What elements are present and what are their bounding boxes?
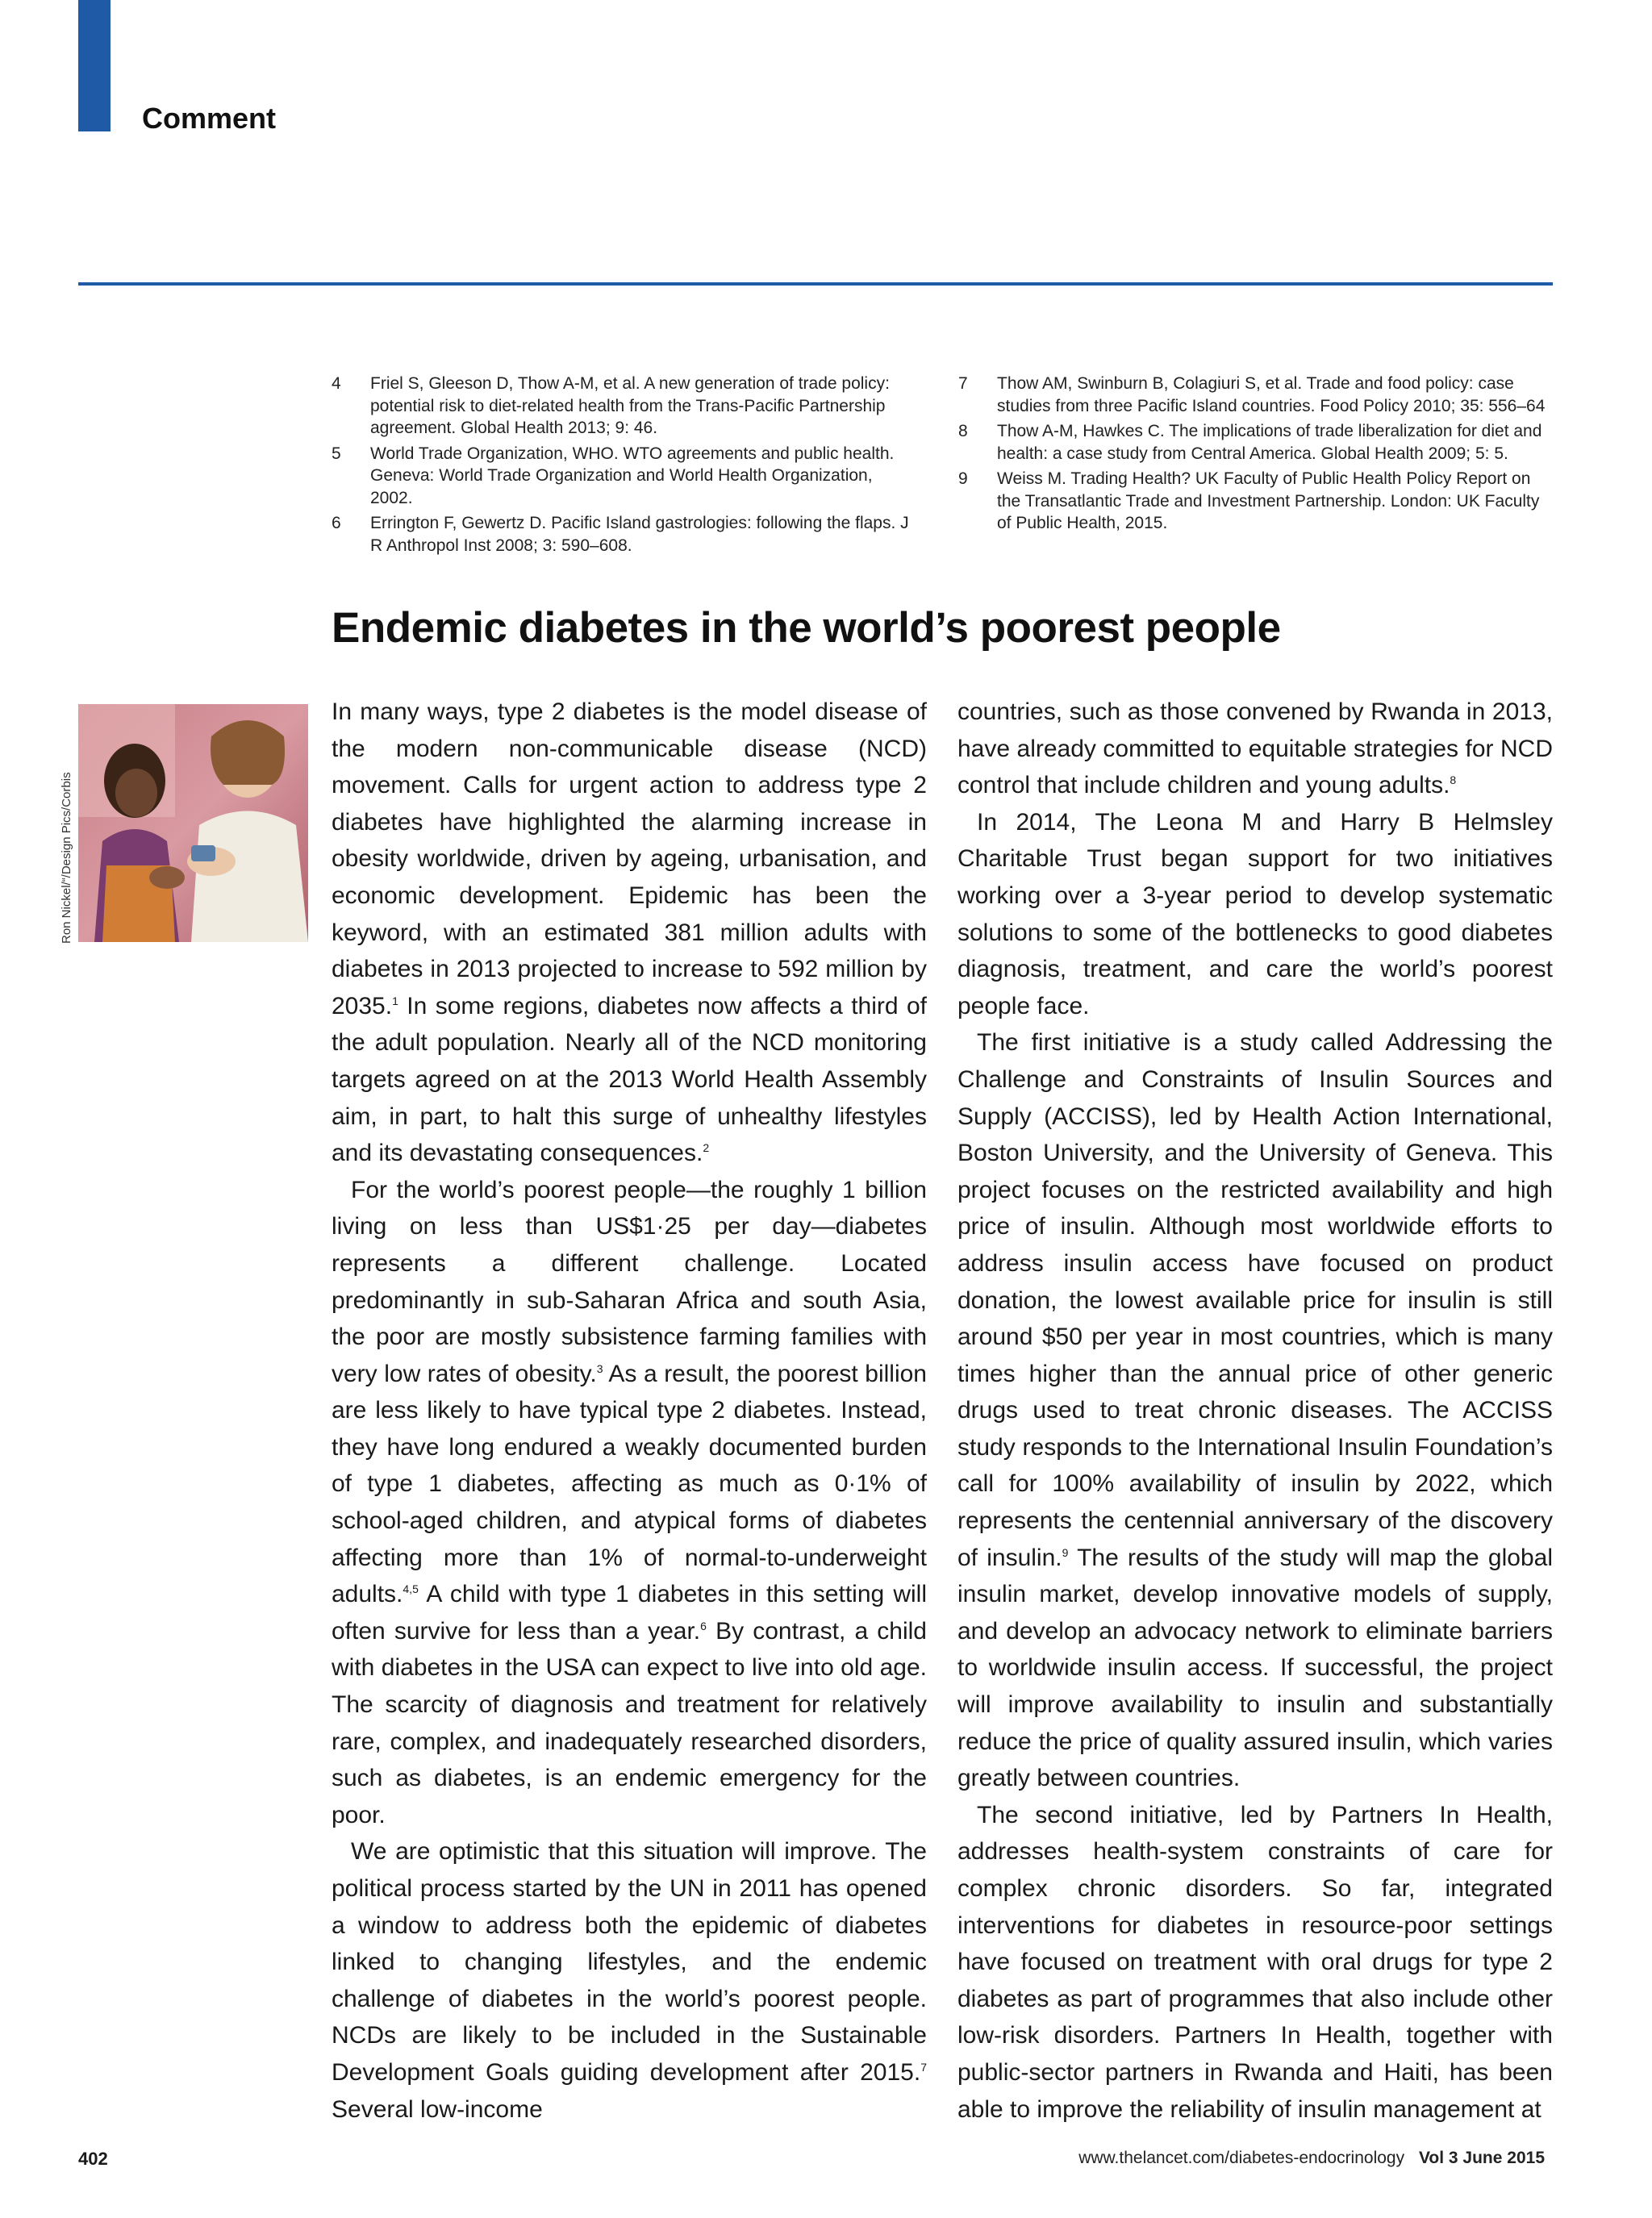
- reference-item: 8 Thow A-M, Hawkes C. The implications of trade liberalization for diet and health: a case study from Central America. Global Health 2009; 5: 5.: [958, 422, 1542, 463]
- citation-marker: 7: [920, 2060, 927, 2074]
- paragraph: [957, 1024, 1553, 1796]
- paragraph-text: As a result, the poorest billion are less likely to have typical type 2 diabetes. Instead, they have long endured a weakly documented burden of type 1 diabetes, affecting as much as 0·1% of school-aged children, and atypical forms of diabetes affecting more than 1% of normal-to-underweight adults.: [332, 1360, 927, 1608]
- paragraph-text: countries, such as those convened by Rwanda in 2013, have already committed to equitable strategies for NCD control that include children and young adults.: [957, 698, 1553, 799]
- citation-marker: 9: [1062, 1545, 1069, 1559]
- references-left: [332, 373, 914, 560]
- page-number: 402: [78, 2149, 108, 2169]
- paragraph-text: The results of the study will map the global insulin market, develop innovative models of supply, and develop an advocacy network to eliminate barriers to worldwide insulin access. If successful, the project will improve availability to insulin and substantially reduce the price of quality assured insulin, which varies greatly between countries.: [957, 1544, 1553, 1792]
- header-accent-bar: [78, 0, 111, 131]
- header-rule: [78, 282, 1553, 286]
- reference-item: 5 World Trade Organization, WHO. WTO agreements and public health. Geneva: World Trade Organization and World Health Organization, 2002.: [332, 444, 895, 507]
- reference-item: 9 Weiss M. Trading Health? UK Faculty of Public Health Policy Report on the Transatlantic Trade and Investment Partnership. London: UK Faculty of Public Health, 2015.: [958, 469, 1540, 532]
- reference-item: 7 Thow AM, Swinburn B, Colagiuri S, et al. Trade and food policy: case studies from three Pacific Island countries. Food Policy 2010; 35: 556–64: [958, 374, 1546, 415]
- issue-info: Vol 3 June 2015: [1418, 2149, 1545, 2167]
- reference-item: 4 Friel S, Gleeson D, Thow A-M, et al. A new generation of trade policy: potential risk to diet-related health from the Trans-Pacific Partnership agreement. Global Health 2013; 9: 46.: [332, 374, 890, 437]
- paragraph-text: We are optimistic that this situation will improve. The political process started by the UN in 2011 has opened a window to address both the epidemic of diabetes linked to changing lifestyles, and the endemic challenge of diabetes in the world’s poorest people. NCDs are likely to be included in the Sustainable Development Goals guiding development after 2015.: [332, 1838, 927, 2086]
- citation-marker: 6: [700, 1619, 707, 1632]
- paragraph-text: In some regions, diabetes now affects a third of the adult population. Nearly all of the NCD monitoring targets agreed on at the 2013 World Health Assembly aim, in part, to halt this surge of unhealthy lifestyles and its devastating consequences.: [332, 992, 927, 1167]
- paragraph-text: Several low-income: [332, 2095, 543, 2123]
- paragraph-text: In many ways, type 2 diabetes is the model disease of the modern non-communicable disease (NCD) movement. Calls for urgent action to address type 2 diabetes have highlighted the alarming increase in obesity worldwide, driven by ageing, urbanisation, and economic development. Epidemic has been the keyword, with an estimated 381 million adults with diabetes in 2013 projected to increase to 592 million by 2035.: [332, 698, 927, 1019]
- article-photo: [78, 704, 308, 942]
- paragraph: [957, 804, 1553, 1025]
- article-column-left: [332, 694, 927, 2128]
- article-column-right: [957, 694, 1553, 2128]
- citation-marker: 8: [1450, 773, 1457, 787]
- paragraph-text: A child with type 1 diabetes in this setting will often survive for less than a year.: [332, 1581, 927, 1645]
- paragraph: [957, 1797, 1553, 2128]
- paragraph: [332, 694, 927, 1172]
- citation-marker: 4,5: [403, 1582, 419, 1596]
- section-label: Comment: [142, 102, 277, 135]
- photo-illustration: [78, 704, 308, 942]
- paragraph-text: By contrast, a child with diabetes in the USA can expect to live into old age. The scarcity of diagnosis and treatment for relatively rare, complex, and inadequately researched disorders, such as diabetes, is an endemic emergency for the poor.: [332, 1617, 927, 1828]
- article-title: Endemic diabetes in the world’s poorest people: [332, 604, 1281, 652]
- paragraph: [332, 1833, 927, 2128]
- footer-journal-info: [1078, 2149, 1545, 2168]
- paragraph-text: The first initiative is a study called Addressing the Challenge and Constraints of Insulin Sources and Supply (ACCISS), led by Health Action International, Boston University, and the University of Geneva. This project focuses on the restricted availability and high price of insulin. Although most worldwide efforts to address insulin access have focused on product donation, the lowest available price for insulin is still around $50 per year in most countries, which is many times higher than the annual price of other generic drugs used to treat chronic diseases. The ACCISS study responds to the International Insulin Foundation’s call for 100% availability of insulin by 2022, which represents the centennial anniversary of the discovery of insulin.: [957, 1029, 1553, 1571]
- paragraph: [332, 1172, 927, 1834]
- paragraph: [957, 694, 1553, 804]
- paragraph-text: In 2014, The Leona M and Harry B Helmsley Charitable Trust began support for two initiatives working over a 3-year period to develop systematic solutions to some of the bottlenecks to good diabetes diagnosis, treatment, and care the world’s poorest people face.: [957, 808, 1553, 1019]
- photo-credit: Ron Nickel/“/Design Pics/Corbis: [60, 772, 73, 944]
- citation-marker: 2: [703, 1141, 710, 1155]
- journal-url[interactable]: www.thelancet.com/diabetes-endocrinology: [1078, 2149, 1405, 2167]
- citation-marker: 3: [596, 1361, 603, 1375]
- paragraph-text: The second initiative, led by Partners In Health, addresses health-system constraints of care for complex chronic disorders. So far, integrated interventions for diabetes in resource-poor settings have focused on treatment with oral drugs for type 2 diabetes as part of programmes that also include other low-risk disorders. Partners In Health, together with public-sector partners in Rwanda and Haiti, has been able to improve the reliability of insulin management at: [957, 1801, 1553, 2123]
- citation-marker: 1: [392, 994, 398, 1007]
- reference-item: 6 Errington F, Gewertz D. Pacific Island gastrologies: following the flaps. J R Anthropol Inst 2008; 3: 590–608.: [332, 514, 909, 555]
- paragraph-text: For the world’s poorest people—the roughly 1 billion living on less than US$1·25 per day—diabetes represents a different challenge. Located predominantly in sub-Saharan Africa and south Asia, the poor are mostly subsistence farming families with very low rates of obesity.: [332, 1176, 927, 1387]
- references-right: [958, 373, 1551, 538]
